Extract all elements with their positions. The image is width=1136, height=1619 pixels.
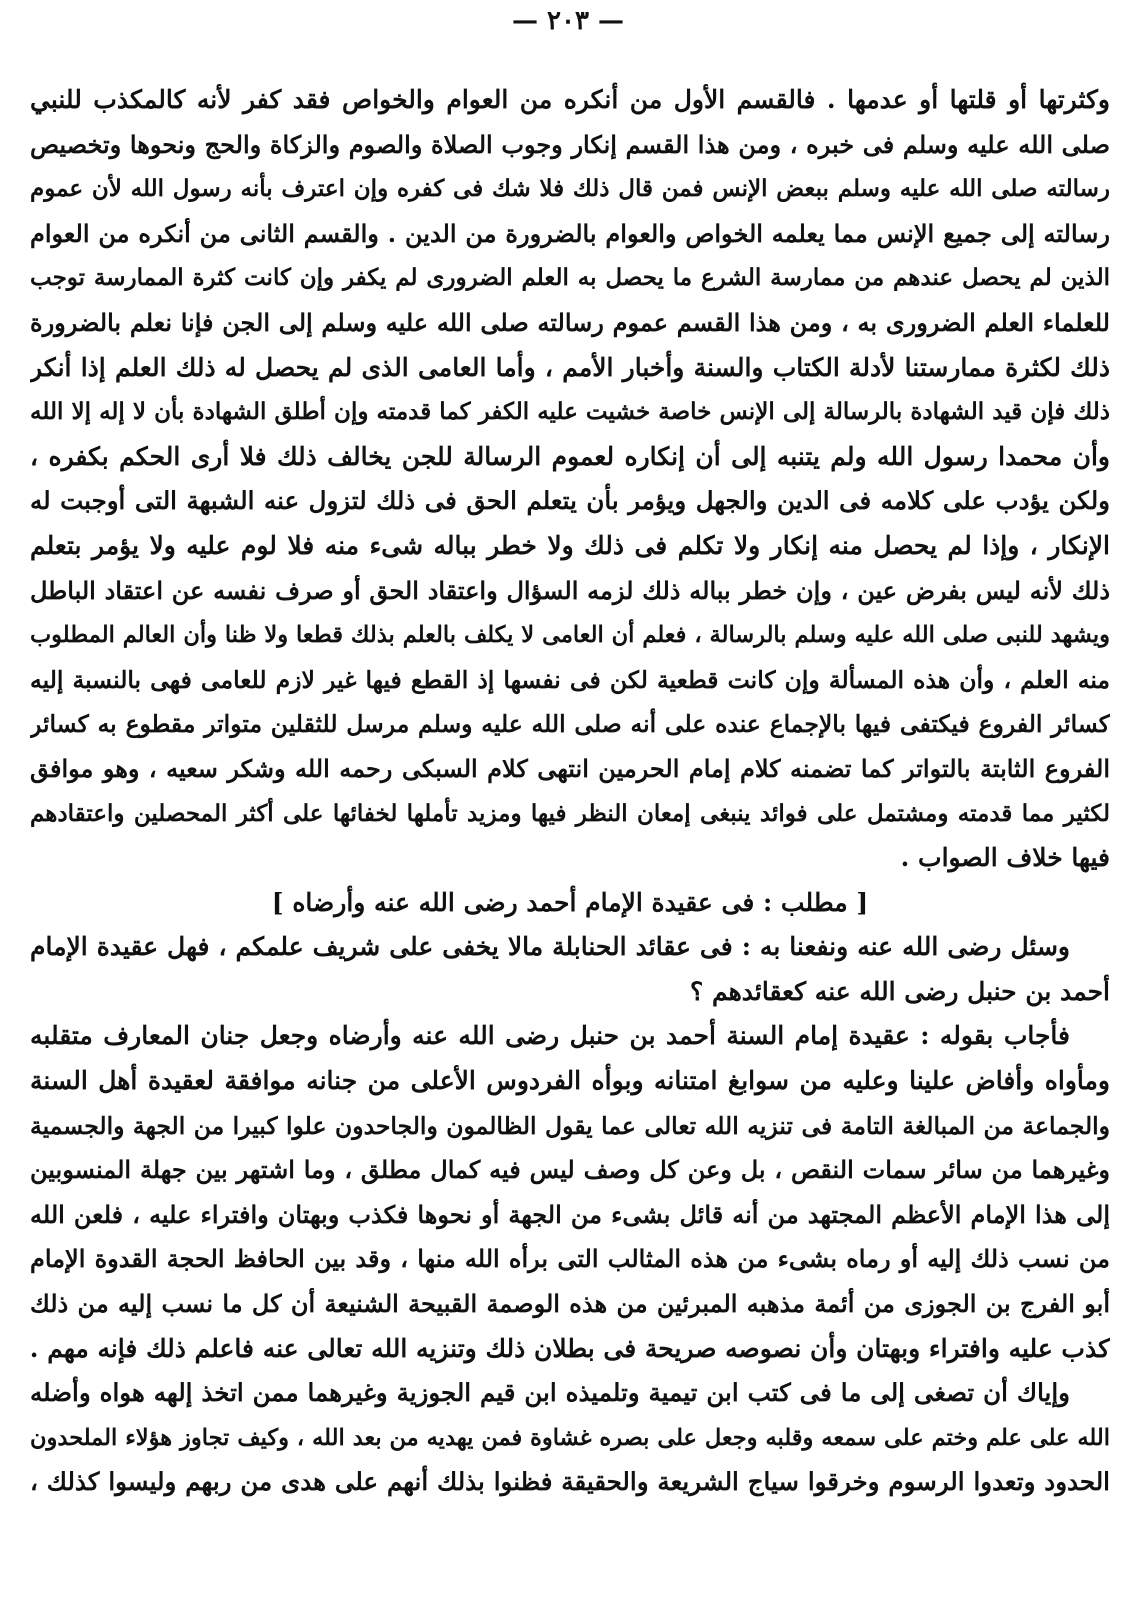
answer-line: إلى هذا الإمام الأعظم المجتهد من أنه قائل بشىء من الجهة أو نحوها فكذب وبهتان وافتراء عليه ، فلعن الله	[30, 1199, 1110, 1229]
answer-line: فأجاب بقوله : عقيدة إمام السنة أحمد بن حنبل رضى الله عنه وأرضاه وجعل جنان المعارف متقلبه	[30, 1021, 1070, 1051]
text-line: ذلك فإن قيد الشهادة بالرسالة إلى الإنس خاصة خشيت عليه الكفر كما قدمته وإن أطلق الشهادة بأن لا إله إلا الله	[30, 398, 1110, 426]
section-heading: [ مطلب : فى عقيدة الإمام أحمد رضى الله عنه وأرضاه ]	[271, 887, 869, 917]
question-line: وسئل رضى الله عنه ونفعنا به : فى عقائد الحنابلة مالا يخفى على شريف علمكم ، فهل عقيدة الإمام	[30, 932, 1070, 962]
text-line: ذلك لكثرة ممارستنا لأدلة الكتاب والسنة وأخبار الأمم ، وأما العامى الذى لم يحصل له ذلك العلم إذا أنكر	[30, 352, 1110, 382]
page-number: — ٢٠٣ —	[511, 6, 625, 36]
answer-line: كذب عليه وافتراء وبهتان وأن نصوصه صريحة فى بطلان ذلك وتنزيه الله تعالى عنه فاعلم ذلك فإنه مهم .	[30, 1333, 1110, 1363]
text-line: وكثرتها أو قلتها أو عدمها . فالقسم الأول من أنكره من العوام والخواص فقد كفر لأنه كالمكذب للنبي	[30, 85, 1110, 114]
text-line: للعلماء العلم الضرورى به ، ومن هذا القسم عموم رسالته صلى الله عليه وسلم إلى الجن فإنا نعلم بالضرورة	[30, 307, 1110, 337]
text-line: وأن محمدا رسول الله ولم يتنبه إلى أن إنكاره لعموم الرسالة للجن يخالف ذلك فلا أرى الحكم بكفره ،	[30, 441, 1110, 471]
text-line: رسالته إلى جميع الإنس مما يعلمه الخواص والعوام بالضرورة من الدين . والقسم الثانى من أنكره من العوام	[30, 218, 1110, 248]
answer-line: من نسب ذلك إليه أو رماه بشىء من هذه المثالب التى برأه الله منها ، وقد بين الحافظ الحجة القدوة الإمام	[30, 1244, 1110, 1274]
text-line: كسائر الفروع فيكتفى فيها بالإجماع عنده على أنه صلى الله عليه وسلم مرسل للثقلين متواتر مقطوع به كسائر	[30, 710, 1110, 739]
text-line: لكثير مما قدمته ومشتمل على فوائد ينبغى إمعان النظر فيها ومزيد تأملها لخفائها على أكثر المحصلين واعتقادهم	[30, 799, 1110, 827]
question-line: أحمد بن حنبل رضى الله عنه كعقائدهم ؟	[689, 976, 1110, 1006]
text-line: منه العلم ، وأن هذه المسألة وإن كانت قطعية لكن فى نفسها إذ القطع فيها غير لازم للعامى فهى بالنسبة إليه	[30, 665, 1110, 694]
page-body	[30, 78, 1110, 1505]
warning-line: وإياك أن تصغى إلى ما فى كتب ابن تيمية وتلميذه ابن قيم الجوزية وغيرهما ممن اتخذ إلهه هواه وأضله	[30, 1378, 1070, 1408]
text-line: الفروع الثابتة بالتواتر كما تضمنه كلام إمام الحرمين انتهى كلام السبكى رحمه الله وشكر سعيه ، وهو موافق	[30, 753, 1110, 783]
text-line: الذين لم يحصل عندهم من ممارسة الشرع ما يحصل به العلم الضرورى لم يكفر وإن كانت كثرة الممارسة توجب	[30, 264, 1110, 292]
text-line: صلى الله عليه وسلم فى خبره ، ومن هذا القسم إنكار وجوب الصلاة والصوم والزكاة والحج ونحوها وتخصيص	[30, 129, 1110, 159]
warning-line: الحدود وتعدوا الرسوم وخرقوا سياج الشريعة والحقيقة فظنوا بذلك أنهم على هدى من ربهم وليسوا كذلك ،	[30, 1467, 1110, 1497]
answer-line: والجماعة من المبالغة التامة فى تنزيه الله تعالى عما يقول الظالمون والجاحدون علوا كبيرا من الجهة والجسمية	[30, 1111, 1110, 1140]
warning-line: الله على علم وختم على سمعه وقلبه وجعل على بصره غشاوة فمن يهديه من بعد الله ، وكيف تجاوز هؤلاء الملحدون	[30, 1424, 1110, 1451]
answer-line: وغيرهما من سائر سمات النقص ، بل وعن كل وصف ليس فيه كمال مطلق ، وما اشتهر بين جهلة المنسوبين	[30, 1155, 1110, 1185]
text-line: رسالته صلى الله عليه وسلم ببعض الإنس فمن قال ذلك فلا شك فى كفره وإن اعترف بأنه رسول الله لأن عموم	[30, 175, 1110, 203]
text-line: ذلك لأنه ليس بفرض عين ، وإن خطر بباله ذلك لزمه السؤال واعتقاد الحق أو صرف نفسه عن اعتقاد الباطل	[30, 575, 1110, 605]
text-line: الإنكار ، وإذا لم يحصل منه إنكار ولا تكلم فى ذلك ولا خطر بباله شىء منه فلا لوم عليه ولا يؤمر بتعلم	[30, 530, 1110, 560]
answer-line: أبو الفرج بن الجوزى من أئمة مذهبه المبرئين من هذه الوصمة القبيحة الشنيعة أن كل ما نسب إليه من ذلك	[30, 1289, 1110, 1319]
answer-line: ومأواه وأفاض علينا وعليه من سوابغ امتنانه وبوأه الفردوس الأعلى من جنانه موافقة لعقيدة أهل السنة	[30, 1066, 1110, 1096]
text-line: ولكن يؤدب على كلامه فى الدين والجهل ويؤمر بأن يتعلم الحق فى ذلك لتزول عنه الشبهة التى أوجبت له	[30, 486, 1110, 516]
text-line: فيها خلاف الصواب .	[900, 843, 1110, 873]
text-line: ويشهد للنبى صلى الله عليه وسلم بالرسالة ، فعلم أن العامى لا يكلف بالعلم بذلك قطعا ولا ظنا وأن العالم المطلوب	[30, 622, 1110, 649]
